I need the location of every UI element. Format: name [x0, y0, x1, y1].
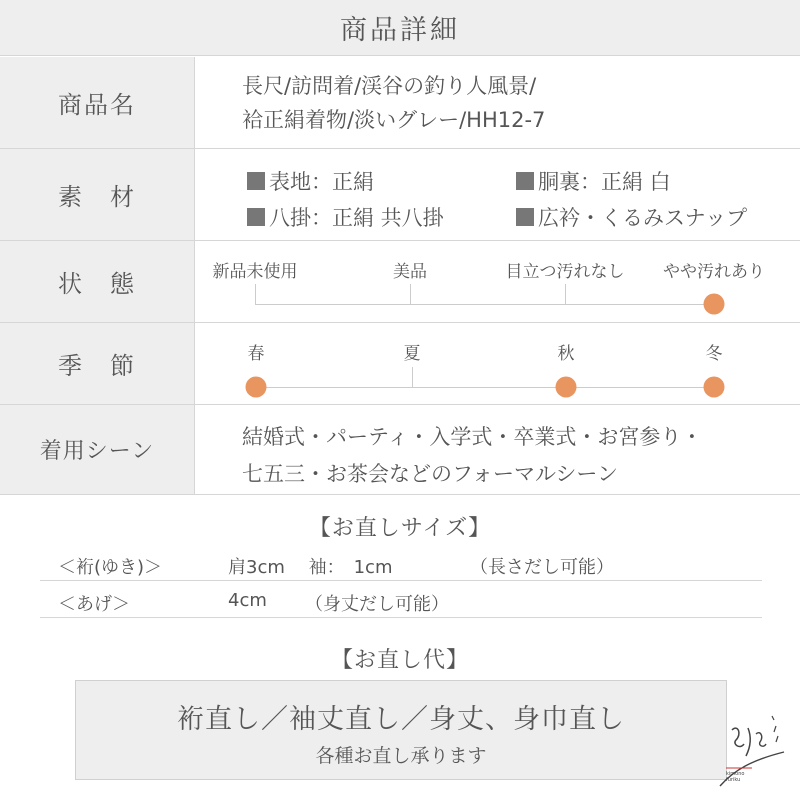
row-product-name: [0, 57, 800, 149]
season-selected-dot: [246, 377, 267, 398]
size-row-name: ＜あげ＞: [58, 594, 130, 615]
product-name-line-2: 袷正絹着物/淡いグレー/HH12-7: [242, 108, 546, 132]
condition-tick: [410, 284, 411, 304]
size-row-note: （身丈だし可能）: [305, 594, 449, 615]
size-row-note: （長さだし可能）: [470, 557, 614, 578]
square-bullet-icon: [247, 208, 265, 226]
material-item: [247, 202, 444, 232]
label-condition: 状 態: [0, 241, 195, 322]
row-scene: [0, 405, 800, 495]
material-item-text: 胴裏：正絹 白: [538, 170, 671, 194]
material-item: [516, 202, 747, 232]
season-scale-line: [256, 387, 714, 388]
scene-value: [196, 405, 800, 494]
square-bullet-icon: [516, 172, 534, 190]
condition-level-label: 美品: [393, 262, 427, 282]
alteration-fee-main: 裄直し／袖丈直し／身丈、身巾直し: [177, 704, 625, 735]
alteration-fee-title: 【お直し代】: [330, 648, 469, 673]
label-product-name: 商品名: [0, 57, 195, 148]
page-title: 商品詳細: [0, 0, 800, 56]
alteration-fee-box: [75, 680, 727, 780]
product-name-line-1: 長尺/訪問着/渓谷の釣り人風景/: [242, 74, 537, 98]
alteration-size-row: [40, 585, 762, 618]
material-item-text: 八掛：正絹 共八掛: [269, 206, 444, 230]
season-scale: [196, 323, 800, 404]
season-selected-dot: [704, 377, 725, 398]
brand-logo: [712, 700, 792, 792]
scene-line-1: 結婚式・パーティ・入学式・卒業式・お宮参り・: [242, 425, 703, 449]
square-bullet-icon: [516, 208, 534, 226]
product-name-value: [196, 57, 800, 148]
scene-line-2: 七五三・お茶会などのフォーマルシーン: [242, 462, 619, 486]
condition-selected-dot: [704, 294, 725, 315]
season-label: 秋: [557, 344, 575, 364]
season-selected-dot: [556, 377, 577, 398]
row-material: [0, 149, 800, 241]
material-item: [516, 166, 671, 196]
label-scene: 着用シーン: [0, 405, 195, 494]
condition-scale: [196, 241, 800, 322]
season-tick: [412, 367, 413, 387]
material-item: [247, 166, 374, 196]
season-label: 夏: [403, 344, 421, 364]
alteration-size-title: 【お直しサイズ】: [308, 516, 492, 541]
size-row-value: 肩3cm 袖： 1cm: [228, 557, 393, 578]
svg-text:kimono: kimono: [726, 771, 745, 777]
season-label: 冬: [705, 344, 723, 364]
size-row-value: 4cm: [228, 590, 267, 611]
alteration-size-row: [40, 548, 762, 581]
alteration-fee-sub: 各種お直し承ります: [315, 745, 487, 767]
brand-logo-icon: [712, 700, 792, 792]
svg-text:furiku: furiku: [726, 777, 741, 783]
label-material: 素 材: [0, 149, 195, 240]
season-label: 春: [247, 344, 265, 364]
label-season: 季 節: [0, 323, 195, 404]
row-season: [0, 323, 800, 405]
condition-level-label: 新品未使用: [212, 262, 298, 282]
condition-tick: [255, 284, 256, 304]
row-condition: [0, 241, 800, 323]
material-item-text: 広衿・くるみスナップ: [538, 206, 748, 230]
material-item-text: 表地：正絹: [269, 170, 374, 194]
square-bullet-icon: [247, 172, 265, 190]
condition-tick: [565, 284, 566, 304]
size-row-name: ＜裄(ゆき)＞: [58, 557, 163, 578]
condition-level-label: 目立つ汚れなし: [505, 262, 625, 282]
condition-scale-line: [255, 304, 714, 305]
material-value: [196, 149, 800, 240]
condition-level-label: やや汚れあり: [663, 262, 765, 282]
